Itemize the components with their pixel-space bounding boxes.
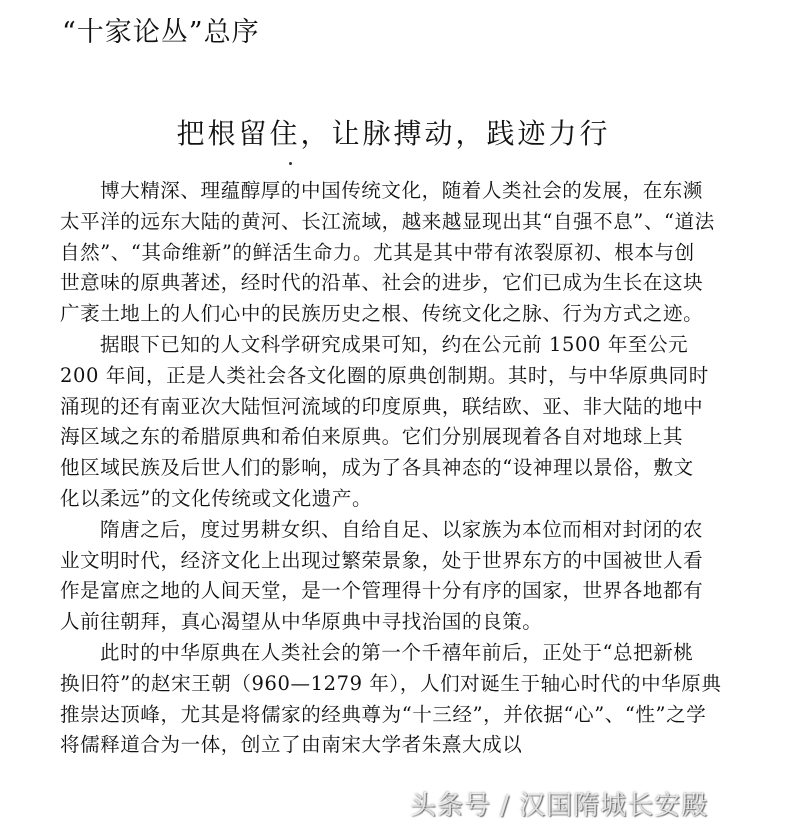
text-line: 广袤土地上的人们心中的民族历史之根、传统文化之脉、行为方式之迹。 — [60, 302, 704, 326]
paragraph-3 — [60, 515, 750, 638]
paragraph-4 — [60, 638, 750, 761]
text-line: 太平洋的远东大陆的黄河、长江流域，越来越显现出其“自强不息”、“道法 — [60, 209, 715, 233]
text-line: 作是富庶之地的人间天堂，是一个管理得十分有序的国家，世界各地都有 — [60, 579, 704, 603]
body-text — [60, 176, 750, 761]
text-line: 人前往朝拜，真心渴望从中华原典中寻找治国的良策。 — [60, 610, 543, 634]
text-line: 据眼下已知的人文科学研究成果可知，约在公元前 1500 年至公元 — [100, 332, 689, 356]
text-line: 推崇达顶峰，尤其是将儒家的经典尊为“十三经”，并依据“心”、“性”之学 — [60, 702, 707, 726]
series-title: “十家论丛”总序 — [62, 17, 260, 48]
text-line: 200 年间，正是人类社会各文化圈的原典创制期。其时，与中华原典同时 — [60, 363, 709, 387]
watermark: 头条号 / 汉国隋城长安殿 — [410, 791, 709, 821]
title-dot-mark — [289, 162, 292, 165]
text-line: 海区域之东的希腊原典和希伯来原典。它们分别展现着各自对地球上其 — [60, 425, 684, 449]
text-line: 世意味的原典著述，经时代的沿革、社会的进步，它们已成为生长在这块 — [60, 271, 704, 295]
article-title: 把根留住，让脉搏动，践迹力行 — [176, 117, 611, 150]
text-line: 博大精深、理蕴醇厚的中国传统文化，随着人类社会的发展，在东濒 — [100, 179, 704, 202]
text-line: 自然”、“其命维新”的鲜活生命力。尤其是其中带有浓裂原初、根本与创 — [60, 240, 695, 264]
text-line: 化以柔远”的文化传统或文化遗产。 — [60, 486, 373, 510]
paragraph-2 — [60, 330, 750, 515]
text-line: 隋唐之后，度过男耕女织、自给自足、以家族为本位而相对封闭的农 — [100, 517, 704, 541]
text-line: 涌现的还有南亚次大陆恒河流域的印度原典，联结欧、亚、非大陆的地中 — [60, 394, 704, 418]
paragraph-1 — [60, 176, 750, 330]
text-line: 他区域民族及后世人们的影响，成为了各具神态的“设神理以景俗，敷文 — [60, 456, 694, 480]
text-line: 将儒释道合为一体，创立了由南宋大学者朱熹大成以 — [60, 733, 523, 757]
text-line: 此时的中华原典在人类社会的第一个千禧年前后，正处于“总把新桃 — [100, 640, 694, 664]
text-line: 业文明时代，经济文化上出现过繁荣景象，处于世界东方的中国被世人看 — [60, 548, 704, 572]
text-line: 换旧符”的赵宋王朝（960—1279 年），人们对诞生于轴心时代的中华原典 — [60, 671, 722, 695]
